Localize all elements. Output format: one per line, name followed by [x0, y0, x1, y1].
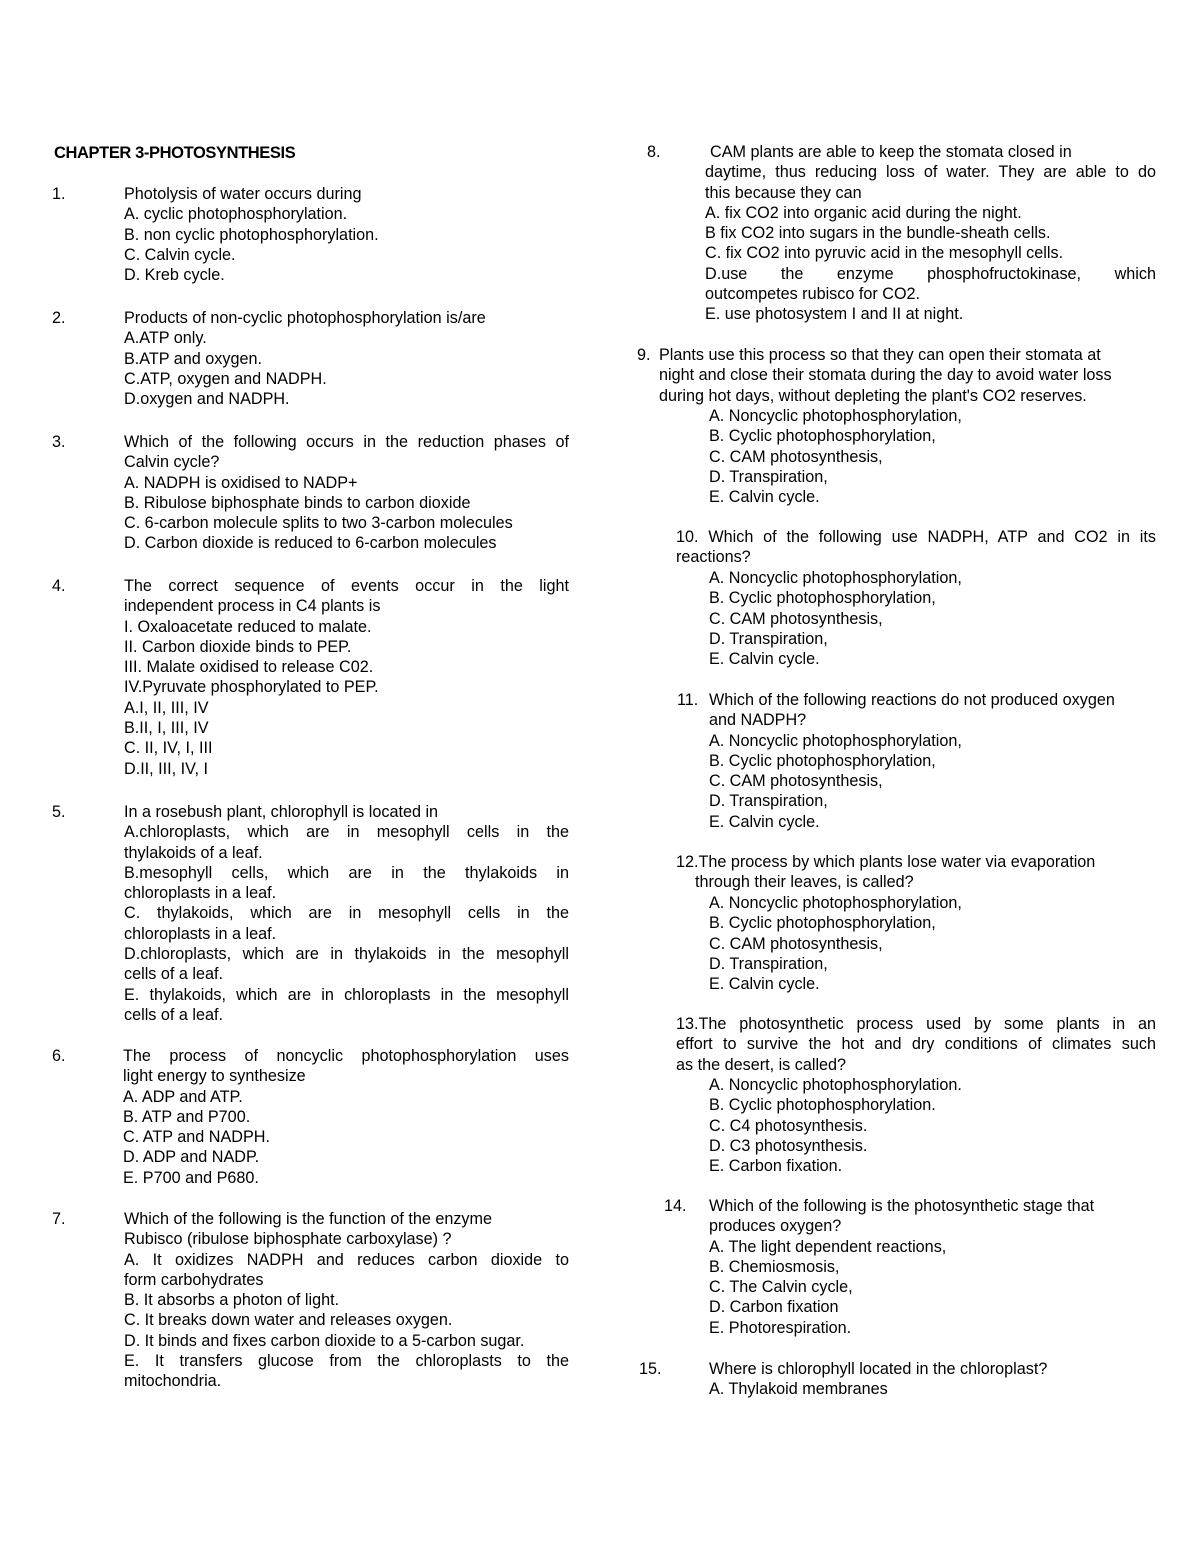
option-d-cont: outcompetes rubisco for CO2.: [705, 285, 921, 304]
option-d: D. Kreb cycle.: [124, 266, 225, 285]
option-e: E. thylakoids, which are in chloroplasts in the mesophyll: [124, 985, 569, 1004]
option-c: C. ATP and NADPH.: [123, 1128, 270, 1147]
option-b: B. It absorbs a photon of light.: [124, 1291, 340, 1310]
option-b: B. Chemiosmosis,: [709, 1257, 840, 1276]
option-e: E. Calvin cycle.: [709, 975, 820, 994]
option-b: B. non cyclic photophosphorylation.: [124, 225, 379, 244]
option-a: A. ADP and ATP.: [123, 1087, 243, 1106]
option-d: D.chloroplasts, which are in thylakoids in the mesophyll: [124, 945, 569, 964]
option-c-cont: chloroplasts in a leaf.: [124, 924, 277, 943]
question-text: effort to survive the hot and dry conditions of climates such: [676, 1035, 1156, 1054]
statement-i: I. Oxaloacetate reduced to malate.: [124, 617, 372, 636]
option-d: D. It binds and fixes carbon dioxide to a 5-carbon sugar.: [124, 1331, 525, 1350]
question-text: this because they can: [705, 183, 862, 202]
question-text: produces oxygen?: [709, 1217, 842, 1236]
option-b: B.ATP and oxygen.: [124, 349, 262, 368]
question-number: 11.: [677, 691, 699, 709]
statement-iii: III. Malate oxidised to release C02.: [124, 658, 374, 677]
chapter-title: CHAPTER 3-PHOTOSYNTHESIS: [54, 144, 296, 162]
question-text: Which of the following use NADPH, ATP and CO2 in its: [708, 528, 1156, 546]
question-text: CAM plants are able to keep the stomata closed in: [710, 143, 1072, 161]
statement-ii: II. Carbon dioxide binds to PEP.: [124, 637, 352, 656]
option-a: A. Noncyclic photophosphorylation,: [709, 569, 962, 587]
option-b: B. ATP and P700.: [123, 1107, 251, 1126]
question-number: 3.: [52, 433, 66, 451]
question-text: The correct sequence of events occur in the light: [124, 577, 569, 595]
option-b: B fix CO2 into sugars in the bundle-sheath cells.: [705, 224, 1051, 243]
option-d: D. Transpiration,: [709, 792, 828, 811]
option-d: D. Transpiration,: [709, 467, 828, 486]
question-number: 7.: [52, 1210, 66, 1228]
option-e: E. Carbon fixation.: [709, 1157, 843, 1176]
option-c: C. thylakoids, which are in mesophyll cells in the: [124, 904, 569, 923]
option-e: E. Calvin cycle.: [709, 488, 820, 507]
option-b: B. Cyclic photophosphorylation,: [709, 751, 936, 770]
option-d: D. ADP and NADP.: [123, 1148, 260, 1167]
question-text: The process of noncyclic photophosphorylation uses: [123, 1047, 569, 1065]
option-a: A. Noncyclic photophosphorylation,: [709, 407, 962, 425]
option-d: D. C3 photosynthesis.: [709, 1136, 868, 1155]
option-d: D.oxygen and NADPH.: [124, 390, 290, 409]
option-c: C. 6-carbon molecule splits to two 3-carbon molecules: [124, 514, 513, 533]
option-e: E. It transfers glucose from the chloroplasts to the: [124, 1352, 569, 1371]
option-a: A. fix CO2 into organic acid during the night.: [705, 203, 1022, 222]
option-e: E. Calvin cycle.: [709, 650, 820, 669]
option-a-cont: form carbohydrates: [124, 1270, 264, 1289]
option-a: A. Noncyclic photophosphorylation,: [709, 731, 962, 750]
option-b: B. Cyclic photophosphorylation,: [709, 589, 936, 608]
option-b: B. Cyclic photophosphorylation,: [709, 914, 936, 933]
question-number: 9.: [637, 346, 651, 364]
question-text: Photolysis of water occurs during: [124, 185, 362, 203]
question-text: as the desert, is called?: [676, 1055, 847, 1074]
question-text: reactions?: [676, 548, 751, 567]
question-number: 5.: [52, 803, 66, 821]
option-b: B. Cyclic photophosphorylation.: [709, 1096, 936, 1115]
question-text: [676, 527, 1156, 547]
question-number: 15.: [639, 1360, 662, 1378]
question-text: [676, 852, 1156, 872]
option-a: A. Noncyclic photophosphorylation.: [709, 1076, 962, 1094]
option-e-cont: mitochondria.: [124, 1372, 222, 1391]
option-b: B.II, I, III, IV: [124, 719, 209, 738]
question-text: Rubisco (ribulose biphosphate carboxylase) ?: [124, 1230, 452, 1249]
option-a: A.chloroplasts, which are in mesophyll cells in the: [124, 823, 569, 842]
option-d-cont: cells of a leaf.: [124, 965, 223, 984]
option-a: A. cyclic photophosphorylation.: [124, 205, 348, 224]
option-c: C. The Calvin cycle,: [709, 1278, 853, 1297]
option-a-cont: thylakoids of a leaf.: [124, 843, 263, 862]
question-text: [676, 1014, 1156, 1034]
option-a: A. Thylakoid membranes: [709, 1380, 888, 1399]
option-e: E. Calvin cycle.: [709, 812, 820, 831]
option-d: D. Transpiration,: [709, 954, 828, 973]
question-number: 12.: [676, 853, 699, 871]
option-e: E. P700 and P680.: [123, 1168, 259, 1187]
question-number: 10.: [676, 528, 699, 546]
option-c: C. CAM photosynthesis,: [709, 772, 883, 791]
question-text: Calvin cycle?: [124, 453, 220, 472]
option-a: A. Noncyclic photophosphorylation,: [709, 894, 962, 912]
option-b: B.mesophyll cells, which are in the thylakoids in: [124, 863, 569, 882]
option-c: C.ATP, oxygen and NADPH.: [124, 369, 327, 388]
question-text: during hot days, without depleting the plant's CO2 reserves.: [659, 386, 1087, 405]
option-e-cont: cells of a leaf.: [124, 1005, 223, 1024]
option-d: D. Transpiration,: [709, 629, 828, 648]
option-c: C. C4 photosynthesis.: [709, 1116, 868, 1135]
question-number: 14.: [664, 1197, 687, 1215]
option-c: C. Calvin cycle.: [124, 245, 236, 264]
option-a: A.I, II, III, IV: [124, 698, 209, 717]
option-a: A. NADPH is oxidised to NADP+: [124, 473, 358, 492]
option-c: C. II, IV, I, III: [124, 739, 213, 758]
question-text: night and close their stomata during the day to avoid water loss: [659, 366, 1112, 385]
question-text: Which of the following occurs in the reduction phases of: [124, 433, 569, 451]
question-text: through their leaves, is called?: [695, 873, 914, 892]
option-d: D. Carbon dioxide is reduced to 6-carbon molecules: [124, 534, 497, 553]
question-number: 13.: [676, 1015, 699, 1033]
question-text: daytime, thus reducing loss of water. They are able to do: [705, 163, 1156, 182]
question-text: Plants use this process so that they can open their stomata at: [659, 346, 1101, 364]
option-c: C. It breaks down water and releases oxygen.: [124, 1311, 453, 1330]
option-a: A. The light dependent reactions,: [709, 1237, 947, 1256]
question-text: Where is chlorophyll located in the chloroplast?: [709, 1360, 1048, 1378]
question-number: 6.: [52, 1047, 66, 1065]
option-e: E. use photosystem I and II at night.: [705, 305, 964, 324]
question-number: 1.: [52, 185, 66, 203]
question-number: 2.: [52, 309, 66, 327]
question-number: 4.: [52, 577, 66, 595]
question-text: In a rosebush plant, chlorophyll is located in: [124, 803, 439, 821]
option-a: A.ATP only.: [124, 329, 207, 348]
option-c: C. CAM photosynthesis,: [709, 609, 883, 628]
question-text: Products of non-cyclic photophosphorylation is/are: [124, 309, 486, 327]
option-b: B. Ribulose biphosphate binds to carbon dioxide: [124, 493, 471, 512]
question-text: light energy to synthesize: [123, 1067, 306, 1086]
question-text: The process by which plants lose water via evaporation: [698, 853, 1096, 871]
option-e: E. Photorespiration.: [709, 1318, 852, 1337]
question-text: independent process in C4 plants is: [124, 597, 381, 616]
option-a: A. It oxidizes NADPH and reduces carbon dioxide to: [124, 1250, 569, 1269]
option-c: C. CAM photosynthesis,: [709, 447, 883, 466]
question-text: Which of the following is the photosynthetic stage that: [709, 1197, 1095, 1215]
option-c: C. CAM photosynthesis,: [709, 934, 883, 953]
option-b: B. Cyclic photophosphorylation,: [709, 427, 936, 446]
option-d: D.use the enzyme phosphofructokinase, which: [705, 264, 1156, 283]
option-d: D.II, III, IV, I: [124, 759, 208, 778]
option-b-cont: chloroplasts in a leaf.: [124, 884, 277, 903]
question-number: 8.: [647, 143, 661, 161]
question-text: and NADPH?: [709, 711, 807, 730]
question-text: Which of the following is the function of the enzyme: [124, 1210, 493, 1228]
option-c: C. fix CO2 into pyruvic acid in the mesophyll cells.: [705, 244, 1064, 263]
question-text: Which of the following reactions do not produced oxygen: [709, 691, 1115, 709]
question-text: The photosynthetic process used by some plants in an: [698, 1015, 1156, 1033]
statement-iv: IV.Pyruvate phosphorylated to PEP.: [124, 678, 379, 697]
option-d: D. Carbon fixation: [709, 1298, 839, 1317]
